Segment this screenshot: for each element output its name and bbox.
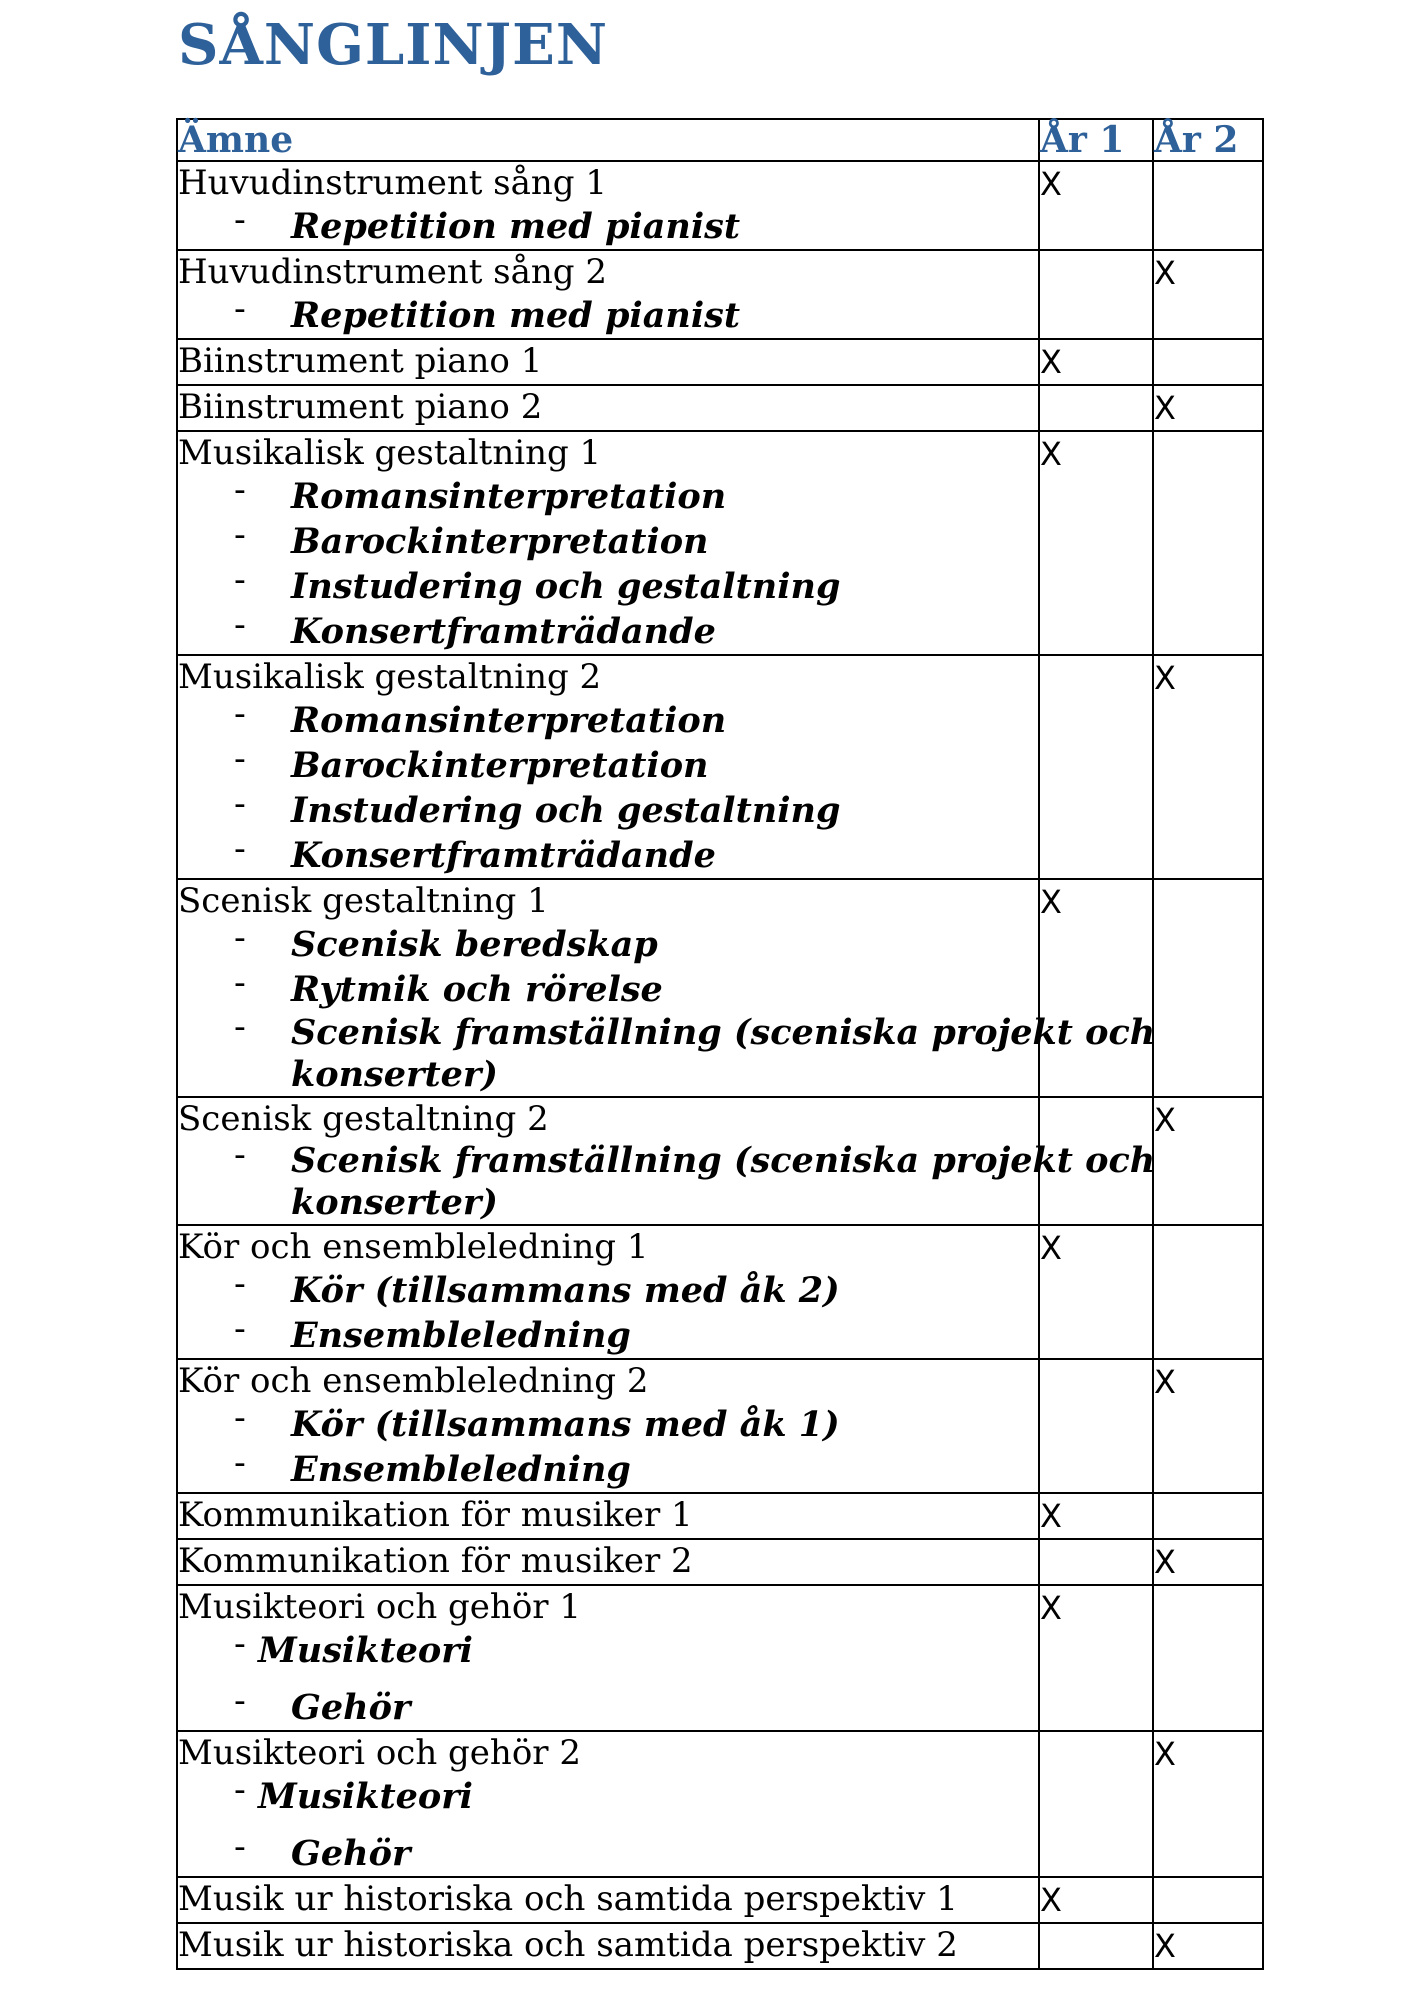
sub-item-label: Kör (tillsammans med åk 2) [291,1270,840,1311]
sub-item: - Rytmik och rörelse [234,963,663,1010]
subject-name: Huvudinstrument sång 2 [178,252,608,292]
year2-mark: X [1153,1731,1263,1877]
sub-item: - Ensembleledning [234,1443,631,1490]
subject-cell [177,250,1039,339]
year1-mark: X [1039,1493,1153,1539]
sub-item: - Musikteori [234,1624,473,1671]
year2-mark: X [1153,1097,1263,1225]
year2-mark [1153,1493,1263,1539]
header-row [177,119,1263,161]
year1-mark: X [1039,1585,1153,1731]
sub-item-label: Repetition med pianist [291,295,741,336]
subject-cell [177,1539,1039,1585]
page-title: SÅNGLINJEN [178,12,609,78]
year1-mark [1039,385,1153,431]
year2-mark [1153,1585,1263,1731]
sub-item-label: Konsertframträdande [291,611,716,652]
subject-cell [177,1097,1156,1225]
subject-cell [177,339,1039,385]
year2-mark: X [1153,385,1263,431]
year1-mark: X [1039,431,1153,655]
sub-item-label: Repetition med pianist [291,206,741,247]
sub-item: - Romansinterpretation [234,694,727,741]
year2-mark [1153,339,1263,385]
sub-item-label: Gehör [291,1687,411,1728]
sub-item-label: Romansinterpretation [291,700,727,741]
sub-item: - Instudering och gestaltning [234,560,841,607]
sub-item-label: Instudering och gestaltning [291,566,841,607]
sub-item-label: Ensembleledning [291,1449,631,1490]
sub-item: - Repetition med pianist [234,200,741,247]
subject-cell [177,161,1039,250]
sub-item: - Gehör [234,1681,411,1728]
year1-mark [1039,250,1153,339]
table-row [177,879,1263,1097]
sub-item: - Barockinterpretation [234,739,709,786]
year1-mark: X [1039,339,1153,385]
subject-name: Musik ur historiska och samtida perspektiv 1 [178,1879,958,1919]
sub-item-label: Scenisk framställning (sceniska projekt och konserter) [291,1012,1156,1095]
sub-item-label: Kör (tillsammans med åk 1) [291,1404,840,1445]
header-year1: År 1 [1039,119,1153,161]
year2-mark: X [1153,655,1263,879]
table-row [177,1225,1263,1359]
sub-item: - Kör (tillsammans med åk 2) [234,1264,840,1311]
table-row [177,431,1263,655]
year1-mark [1039,1731,1153,1877]
sub-item-label: Musikteori [258,1776,473,1817]
table-row [177,161,1263,250]
subject-cell [177,1731,1039,1877]
year2-mark [1153,161,1263,250]
subject-cell [177,1585,1039,1731]
sub-item-label: Barockinterpretation [291,521,709,562]
year1-mark [1039,1359,1153,1493]
subject-cell [177,1877,1039,1923]
sub-item-label: Instudering och gestaltning [291,790,841,831]
table-row [177,1877,1263,1923]
sub-item-label: Barockinterpretation [291,745,709,786]
subject-name: Musikalisk gestaltning 2 [178,657,602,697]
sub-item: - Scenisk framställning (sceniska projekt och konserter) [234,1007,1156,1095]
year2-mark: X [1153,250,1263,339]
subject-cell [177,1923,1039,1969]
table-row [177,250,1263,339]
subject-name: Kör och ensembleledning 2 [178,1361,649,1401]
subject-cell [177,1225,1039,1359]
sub-item: - Romansinterpretation [234,470,727,517]
table-row [177,339,1263,385]
sub-item: - Musikteori [234,1770,473,1817]
year1-mark: X [1039,1225,1153,1359]
subject-name: Kommunikation för musiker 1 [178,1495,693,1535]
sub-item: - Konsertframträdande [234,829,716,876]
subject-cell [177,431,1039,655]
header-year2: År 2 [1153,119,1263,161]
subject-name: Biinstrument piano 2 [178,387,543,427]
year1-mark [1039,655,1153,879]
subject-name: Musik ur historiska och samtida perspektiv 2 [178,1925,958,1965]
year2-mark [1153,1877,1263,1923]
table-row [177,1731,1263,1877]
sub-item: - Scenisk framställning (sceniska projekt och konserter) [234,1135,1156,1223]
sub-item-label: Scenisk beredskap [291,924,658,965]
table-row [177,655,1263,879]
table-row [177,1493,1263,1539]
subject-name: Huvudinstrument sång 1 [178,163,608,203]
header-subject: Ämne [177,119,1039,161]
year1-mark [1039,1923,1153,1969]
subject-cell [177,655,1039,879]
sub-item-label: Romansinterpretation [291,476,727,517]
subject-cell [177,385,1039,431]
sub-item-label: Konsertframträdande [291,835,716,876]
table-row [177,1359,1263,1493]
year1-mark: X [1039,161,1153,250]
sub-item: - Repetition med pianist [234,289,741,336]
subject-name: Musikalisk gestaltning 1 [178,433,602,473]
subject-cell [177,1493,1039,1539]
sub-item-label: Musikteori [258,1630,473,1671]
sub-item-label: Rytmik och rörelse [291,969,663,1010]
subject-name: Scenisk gestaltning 1 [178,881,549,921]
year2-mark: X [1153,1923,1263,1969]
sub-item-label: Gehör [291,1833,411,1874]
year2-mark [1153,1225,1263,1359]
table-row [177,1539,1263,1585]
year2-mark [1153,431,1263,655]
subject-name: Musikteori och gehör 2 [178,1733,581,1773]
sub-item: - Barockinterpretation [234,515,709,562]
sub-item-label: Ensembleledning [291,1315,631,1356]
sub-item: - Konsertframträdande [234,605,716,652]
year1-mark [1039,1539,1153,1585]
table-row [177,1585,1263,1731]
subject-name: Scenisk gestaltning 2 [178,1099,549,1139]
subject-name: Kör och ensembleledning 1 [178,1227,649,1267]
sub-item: - Instudering och gestaltning [234,784,841,831]
subject-name: Kommunikation för musiker 2 [178,1541,693,1581]
table-row [177,385,1263,431]
table-row [177,1097,1263,1225]
table-row [177,1923,1263,1969]
subject-cell [177,879,1156,1097]
sub-item: - Gehör [234,1827,411,1874]
subject-name: Biinstrument piano 1 [178,341,543,381]
sub-item-label: Scenisk framställning (sceniska projekt och konserter) [291,1140,1156,1223]
sub-item: - Kör (tillsammans med åk 1) [234,1398,840,1445]
sub-item: - Scenisk beredskap [234,918,658,965]
sub-item: - Ensembleledning [234,1309,631,1356]
course-table [176,118,1264,1970]
subject-name: Musikteori och gehör 1 [178,1587,581,1627]
year1-mark: X [1039,1877,1153,1923]
year1-mark: X [1039,879,1153,1097]
year2-mark: X [1153,1539,1263,1585]
subject-cell [177,1359,1039,1493]
year2-mark: X [1153,1359,1263,1493]
